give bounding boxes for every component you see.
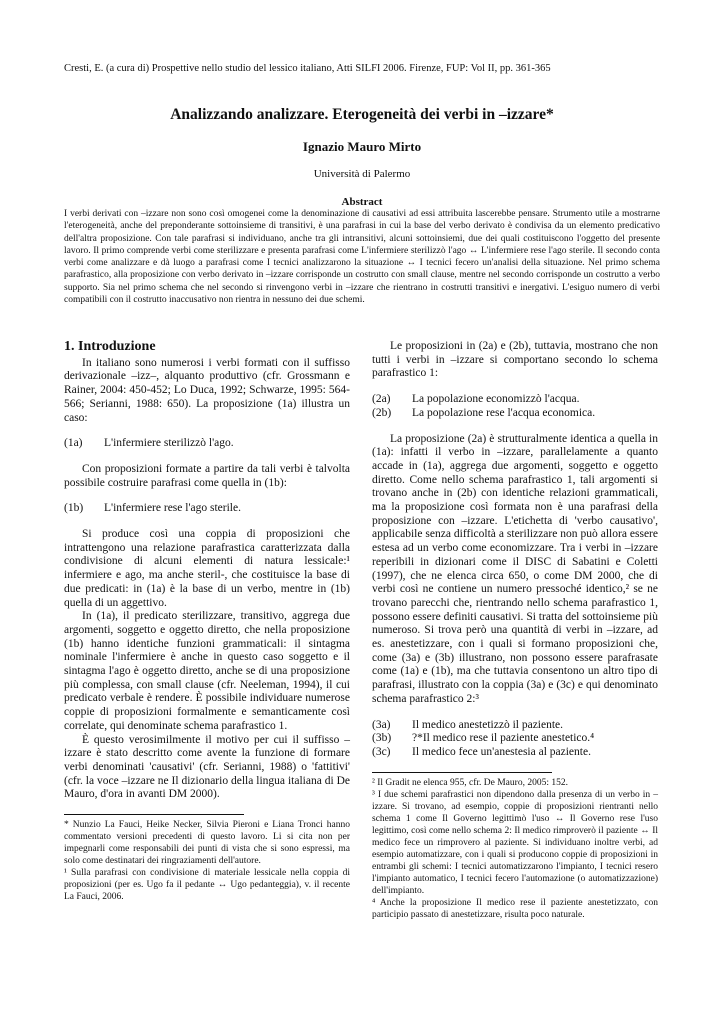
footnote-rule [372, 772, 552, 773]
right-column [372, 340, 658, 921]
example-number: (2b) [372, 406, 392, 419]
paper-title: Analizzando analizzare. Eterogeneità dei verbi in –izzare* [170, 106, 554, 123]
example-number: (3c) [372, 745, 391, 758]
left-column [64, 340, 350, 903]
section-heading: 1. Introduzione [64, 339, 156, 354]
citation-header: Cresti, E. (a cura di) Prospettive nello studio del lessico italiano, Atti SILFI 2006. Firenze, FUP: Vol II, pp. 361-365 [64, 63, 551, 74]
paragraph: Si produce così una coppia di proposizioni che intrattengono una relazione parafrastica caratterizzata dalla condivisione di alcuni elementi di natura lessicale:¹ infermiere e ago, ma anche steril-, che costituisce la base di due predicati: in (1a) è la base di un verbo, mentre in (1b) quella di un aggettivo. [64, 528, 350, 609]
footnote-1: ¹ Sulla parafrasi con condivisione di materiale lessicale nella coppia di proposizioni (per es. Ugo fa il pedante ↔ Ugo pedanteggia), v. il recente La Fauci, 2006. [64, 868, 350, 903]
footnote-rule [64, 814, 244, 815]
abstract-heading: Abstract [341, 196, 383, 208]
example-3c [372, 746, 658, 760]
abstract-text: I verbi derivati con –izzare non sono così omogenei come la denominazione di causativi ad essi attribuita lascerebbe pensare. Strumento utile a mostrarne l'eterogeneità, anche del preponderante sottoinsieme di transitivi, è una parafrasi in cui la base del verbo derivato è condivisa da un elemento predicativo dell'altra proposizione. Con tale parafrasi si individuano, anche tra gli intransitivi, alcuni sottoinsiemi, due dei quali costituiscono l'oggetto del presente lavoro. Il primo comprende verbi come sterilizzare e presenta parafrasi come L'infermiere sterilizzò l'ago ↔ L'infermiere rese l'ago sterile. Il secondo conta verbi come analizzare e dà luogo a parafrasi come I tecnici analizzarono la situazione ↔ I tecnici fecero un'analisi della situazione. Nel primo schema parafrastico, alla proposizione con verbo derivato in –izzare corrisponde un costrutto con small clause, mentre nel secondo corrisponde un costrutto a verbo supporto. Sia nel primo schema che nel secondo si rinvengono verbi in –izzare che rientrano in costrutti transitivi e inergativi. L'esiguo numero di verbi compatibili con il costrutto inaccusativo non rientra in nessuno dei due schemi. [64, 209, 660, 306]
paragraph: La proposizione (2a) è strutturalmente identica a quella in (1a): infatti il verbo in –izzare, parallelamente a quanto accade in (1a), aggrega due argomenti, soggetto e oggetto diretto. Come nello schema parafrastico 1, tali argomenti si trovano anche in (2b) con identiche relazioni grammaticali, ma la proposizione così formata non è una parafrasi della proposizione con –izzare. L'etichetta di 'verbo causativo', applicabile senza difficoltà a sterilizzare non può allora essere estesa ad un verbo come economizzare. Tra i verbi in –izzare reperibili in dizionari come il DISC di Sabatini e Coletti (1997), che ne elenca circa 650, o come DM 2000, che di verbi così ne contiene un numero pressoché identico,² se ne trovano parecchi che, rientrando nello schema parafrastico 1, possono essere definiti causativi. Si tratta del sottoinsieme più numeroso. Si trova però una quantità di verbi in –izzare, ad es. anestetizzare, con i quali si formano proposizioni che, come (3a) e (3b) illustrano, non possono essere parafrasate come (1a) e (1b), ma che tuttavia consentono un altro tipo di parafrasi, illustrato con la coppia (3a) e (3c) e qui denominato schema parafrastico 2:³ [372, 432, 658, 705]
paragraph: In italiano sono numerosi i verbi formati con il suffisso derivazionale –izz–, alquanto produttivo (cfr. Grossmann e Rainer, 2004: 450-452; Lo Duca, 1992; Schwarze, 1995: 564-566; Serianni, 1988: 650). La proposizione (1a) illustra un caso: [64, 356, 350, 424]
author-affiliation: Università di Palermo [313, 168, 411, 180]
paragraph: Con proposizioni formate a partire da tali verbi è talvolta possibile costruire parafrasi come quella in (1b): [64, 462, 350, 489]
example-text: L'infermiere sterilizzò l'ago. [104, 437, 234, 450]
example-number: (3b) [372, 732, 392, 745]
example-text: La popolazione economizzò l'acqua. [412, 393, 580, 406]
example-text: L'infermiere rese l'ago sterile. [104, 502, 241, 515]
example-1b [64, 502, 350, 516]
paragraph: È questo verosimilmente il motivo per cui il suffisso –izzare è stato descritto come avente la funzione di formare verbi denominati 'causativi' (cfr. Serianni, 1988) o 'fattitivi' (cfr. la voce –izzare ne Il dizionario della lingua italiana di De Mauro, d'ora in avanti DM 2000). [64, 733, 350, 801]
example-text: Il medico fece un'anestesia al paziente. [412, 745, 591, 758]
footnote-2: ² Il Gradit ne elenca 955, cfr. De Mauro, 2005: 152. [372, 777, 568, 788]
example-2b [372, 407, 658, 421]
example-2a [372, 393, 658, 407]
example-1a [64, 437, 350, 451]
footnote-4: ⁴ Anche la proposizione Il medico rese il paziente anestetizzato, con participio passato di anestetizzare, risulta poco naturale. [372, 897, 658, 920]
example-text: ?*Il medico rese il paziente anestetico.⁴ [412, 732, 595, 745]
example-text: Il medico anestetizzò il paziente. [412, 718, 564, 731]
paragraph: Le proposizioni in (2a) e (2b), tuttavia, mostrano che non tutti i verbi in –izzare si comportano secondo lo schema parafrastico 1: [372, 340, 658, 380]
example-number: (1b) [64, 502, 84, 515]
example-text: La popolazione rese l'acqua economica. [412, 406, 596, 419]
author-name: Ignazio Mauro Mirto [302, 139, 422, 154]
example-number: (2a) [372, 393, 391, 406]
footnote-3: ³ I due schemi parafrastici non dipendono dalla presenza di un verbo in –izzare. Si trovano, ad esempio, coppie di proposizioni rientranti nello schema 1 come Il Governo legittimò l'uso ↔ Il Governo rese l'uso legittimo, così come nello schema 2: Il medico rimproverò il paziente ↔ Il medico fece un rimprovero al paziente. Si individuano inoltre verbi, ad esempio automatizzare, con i quali si producono coppie di proposizioni in entrambi gli schemi: I tecnici automatizzarono l'impianto, I tecnici resero l'impianto automatico, I tecnici fecero l'automazione (o automatizzazione) dell'impianto. [372, 789, 658, 896]
example-number: (3a) [372, 718, 391, 731]
example-3a [372, 719, 658, 733]
example-number: (1a) [64, 437, 83, 450]
footnote-acknowledgements: * Nunzio La Fauci, Heike Necker, Silvia Pieroni e Liana Tronci hanno commentato versioni precedenti di questo lavoro. Li si cita non per impegnarli come responsabili dei punti di vista che si sono espressi, ma solo come destinatari dei ringraziamenti dell'autore. [64, 820, 350, 867]
example-3b [372, 732, 658, 746]
paragraph: In (1a), il predicato sterilizzare, transitivo, aggrega due argomenti, soggetto e oggetto diretto, che nella proposizione (1b) hanno identiche funzioni grammaticali: il sintagma nominale l'infermiere è anche in questo caso soggetto e il sintagma l'ago è oggetto diretto, anche se di una proposizione più complessa, con small clause (cfr. Neeleman, 1994), il cui predicato verbale è rendere. È possibile individuare numerose coppie di proposizioni formalmente e semanticamente così correlate, qui denominate schema parafrastico 1. [64, 610, 350, 732]
